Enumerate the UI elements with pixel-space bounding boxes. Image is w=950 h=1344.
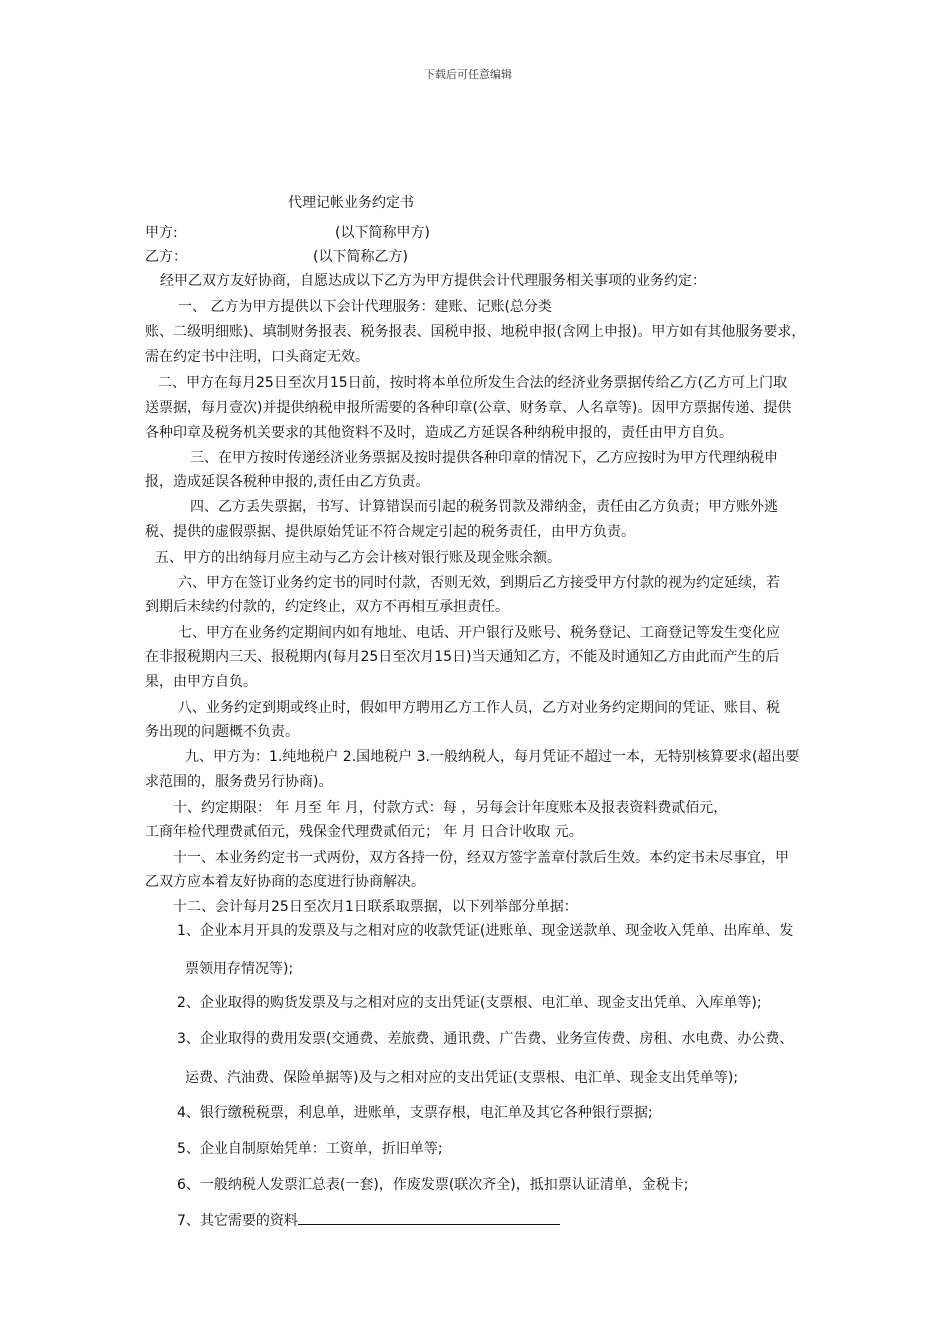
intro-paragraph: 经甲乙双方友好协商，自愿达成以下乙方为甲方提供会计代理服务相关事项的业务约定： [160,273,706,289]
clause-1-line-2: 账、二级明细账)、填制财务报表、税务报表、国税申报、地税申报(含网上申报)。甲方如有其他服务要求， [145,324,806,340]
clause-11-line-1: 十一、本业务约定书一式两份，双方各持一份，经双方签字盖章付款后生效。本约定书未尽事宜，甲 [173,850,789,866]
document-title: 代理记帐业务约定书 [288,195,414,211]
clause-6-line-2: 到期后未续约付款的，约定终止，双方不再相互承担责任。 [145,599,509,615]
clause-9-line-2: 求范围的，服务费另行协商)。 [145,774,333,790]
list-item-3-line-2: 运费、汽油费、保险单据等)及与之相对应的支出凭证(支票根、电汇单、现金支出凭单等); [185,1070,739,1086]
clause-10-line-2: 工商年检代理费贰佰元，残保金代理费贰佰元； 年 月 日合计收取 元。 [145,824,583,840]
clause-7-line-3: 果，由甲方自负。 [145,674,257,690]
clause-1-line-3: 需在约定书中注明，口头商定无效。 [145,349,369,365]
clause-10-line-1: 十、约定期限： 年 月至 年 月，付款方式：每 ，另每会计年度账本及报表资料费贰佰元， [173,800,728,816]
list-item-7 [177,1211,560,1230]
clause-12-line-1: 十二、会计每月25日至次月1日联系取票据，以下列举部分单据： [173,899,578,915]
list-item-1-line-1: 1、企业本月开具的发票及与之相对应的收款凭证(进账单、现金送款单、现金收入凭单、出库单、发 [177,923,794,939]
party-a-label: 甲方: [145,225,178,241]
list-item-6: 6、一般纳税人发票汇总表(一套)，作废发票(联次齐全)，抵扣票认证清单，金税卡; [177,1177,689,1193]
clause-2-line-1: 二、甲方在每月25日至次月15日前，按时将本单位所发生合法的经济业务票据传给乙方(乙方可上门取 [158,375,788,391]
clause-7-line-1: 七、甲方在业务约定期间内如有地址、电话、开户银行及账号、税务登记、工商登记等发生变化应 [178,625,780,641]
list-item-3-line-1: 3、企业取得的费用发票(交通费、差旅费、通讯费、广告费、业务宣传费、房租、水电费、办公费、 [177,1031,794,1047]
page-header-note: 下载后可任意编辑 [424,68,512,81]
clause-4-line-2: 税、提供的虚假票据、提供原始凭证不符合规定引起的税务责任，由甲方负责。 [145,524,635,540]
clause-11-line-2: 乙双方应本着友好协商的态度进行协商解决。 [145,874,425,890]
clause-3-line-1: 三、在甲方按时传递经济业务票据及按时提供各种印章的情况下，乙方应按时为甲方代理纳税申 [190,450,778,466]
clause-1-line-1: 一、 乙方为甲方提供以下会计代理服务：建账、记账(总分类 [178,299,552,315]
clause-3-line-2: 报，造成延误各税种申报的,责任由乙方负责。 [145,474,430,490]
clause-2-line-3: 各种印章及税务机关要求的其他资料不及时，造成乙方延误各种纳税申报的，责任由甲方自负。 [145,425,733,441]
list-item-2: 2、企业取得的购货发票及与之相对应的支出凭证(支票根、电汇单、现金支出凭单、入库单等); [177,995,762,1011]
clause-6-line-1: 六、甲方在签订业务约定书的同时付款，否则无效，到期后乙方接受甲方付款的视为约定延续，若 [178,575,780,591]
clause-8-line-2: 务出现的问题概不负责。 [145,724,299,740]
clause-9-line-1: 九、甲方为：1.纯地税户 2.国地税户 3.一般纳税人，每月凭证不超过一本，无特别核算要求(超出要 [185,749,800,765]
clause-4-line-1: 四、乙方丢失票据，书写、计算错误而引起的税务罚款及滞纳金，责任由乙方负责；甲方账外逃 [190,499,778,515]
list-item-5: 5、企业自制原始凭单：工资单，折旧单等; [177,1141,443,1157]
list-item-7-label: 7、其它需要的资料 [177,1213,298,1229]
clause-8-line-1: 八、业务约定到期或终止时，假如甲方聘用乙方工作人员，乙方对业务约定期间的凭证、账目、税 [178,700,780,716]
clause-5-line-1: 五、甲方的出纳每月应主动与乙方会计核对银行账及现金账余额。 [155,550,561,566]
clause-7-line-2: 在非报税期内三天、报税期内(每月25日至次月15日)当天通知乙方，不能及时通知乙方由此而产生的后 [145,649,780,665]
party-b-note: (以下简称乙方) [313,249,408,265]
party-a-note: (以下简称甲方) [335,225,430,241]
list-item-1-line-2: 票领用存情况等); [185,961,294,977]
list-item-4: 4、银行缴税税票，利息单，进账单，支票存根，电汇单及其它各种银行票据; [177,1105,653,1121]
party-b-label: 乙方： [145,249,187,265]
fill-in-blank-line[interactable] [298,1211,560,1225]
clause-2-line-2: 送票据，每月壹次)并提供纳税申报所需要的各种印章(公章、财务章、人名章等)。因甲方票据传递、提供 [145,400,792,416]
